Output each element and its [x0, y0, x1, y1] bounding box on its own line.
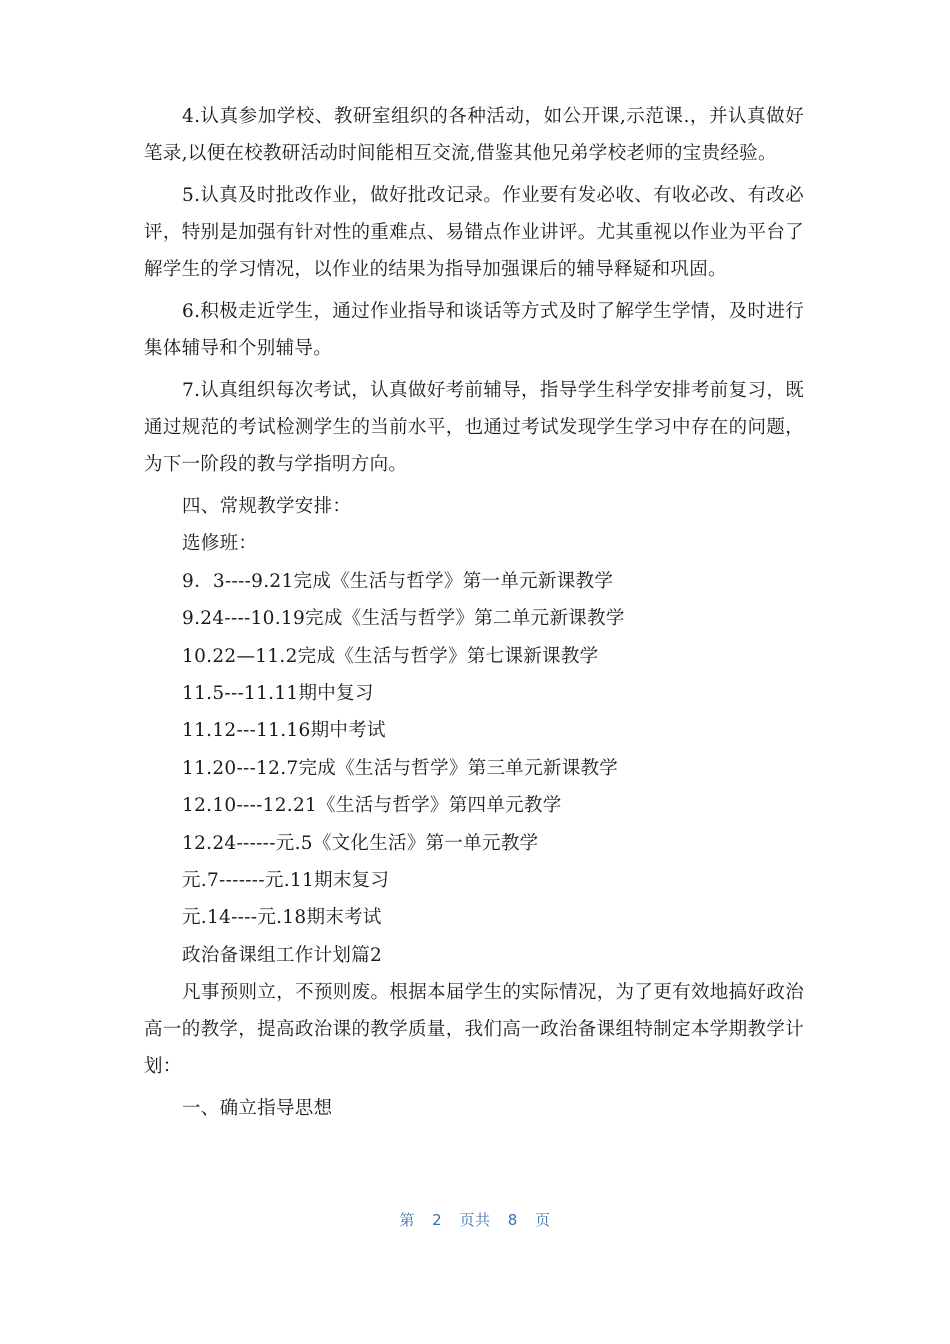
subheading: 一、确立指导思想 [182, 1098, 333, 1120]
footer-prefix: 第 [399, 1211, 415, 1229]
schedule-item: 12.10----12.21《生活与哲学》第四单元教学 [182, 795, 562, 817]
schedule-item: 11.20---12.7完成《生活与哲学》第三单元新课教学 [182, 757, 619, 779]
schedule-item: 9.24----10.19完成《生活与哲学》第二单元新课教学 [182, 608, 625, 630]
total-pages: 8 [507, 1211, 518, 1229]
schedule-item: 10.22—11.2完成《生活与哲学》第七课新课教学 [182, 645, 599, 667]
paragraph-item-6: 6.积极走近学生，通过作业指导和谈话等方式及时了解学生学情，及时进行集体辅导和个别辅导。 [144, 301, 804, 359]
schedule-item: 元.14----元.18期末考试 [182, 907, 382, 929]
class-label: 选修班： [182, 533, 258, 555]
paragraph-item-7: 7.认真组织每次考试，认真做好考前辅导，指导学生科学安排考前复习，既通过规范的考试检测学生的当前水平，也通过考试发现学生学习中存在的问题，为下一阶段的教与学指明方向。 [144, 380, 804, 475]
schedule-item: 元.7-------元.11期末复习 [182, 870, 390, 892]
footer-suffix: 页 [535, 1211, 551, 1229]
footer-middle: 页共 [459, 1211, 491, 1229]
paragraph-item-4: 4.认真参加学校、教研室组织的各种活动，如公开课,示范课.，并认真做好笔录,以便在校教研活动时间能相互交流,借鉴其他兄弟学校老师的宝贵经验。 [144, 106, 804, 164]
document-body [144, 98, 804, 1128]
schedule-item: 12.24------元.5《文化生活》第一单元教学 [182, 832, 539, 854]
schedule-list [144, 563, 804, 937]
paragraph-item-5: 5.认真及时批改作业，做好批改记录。作业要有发必收、有收必改、有改必评，特别是加强有针对性的重难点、易错点作业讲评。尤其重视以作业为平台了解学生的学习情况，以作业的结果为指导加强课后的辅导释疑和巩固。 [144, 185, 804, 280]
schedule-item: 9．3----9.21完成《生活与哲学》第一单元新课教学 [182, 570, 614, 592]
page-number: 2 [432, 1211, 443, 1229]
intro-paragraph: 凡事预则立，不预则废。根据本届学生的实际情况，为了更有效地搞好政治高一的教学，提高政治课的教学质量，我们高一政治备课组特制定本学期教学计划： [144, 982, 804, 1078]
schedule-item: 11.5---11.11期中复习 [182, 683, 374, 705]
page-footer [0, 1209, 950, 1230]
article-title: 政治备课组工作计划篇2 [182, 944, 383, 966]
section-heading: 四、常规教学安排： [182, 496, 352, 517]
schedule-item: 11.12---11.16期中考试 [182, 720, 386, 742]
